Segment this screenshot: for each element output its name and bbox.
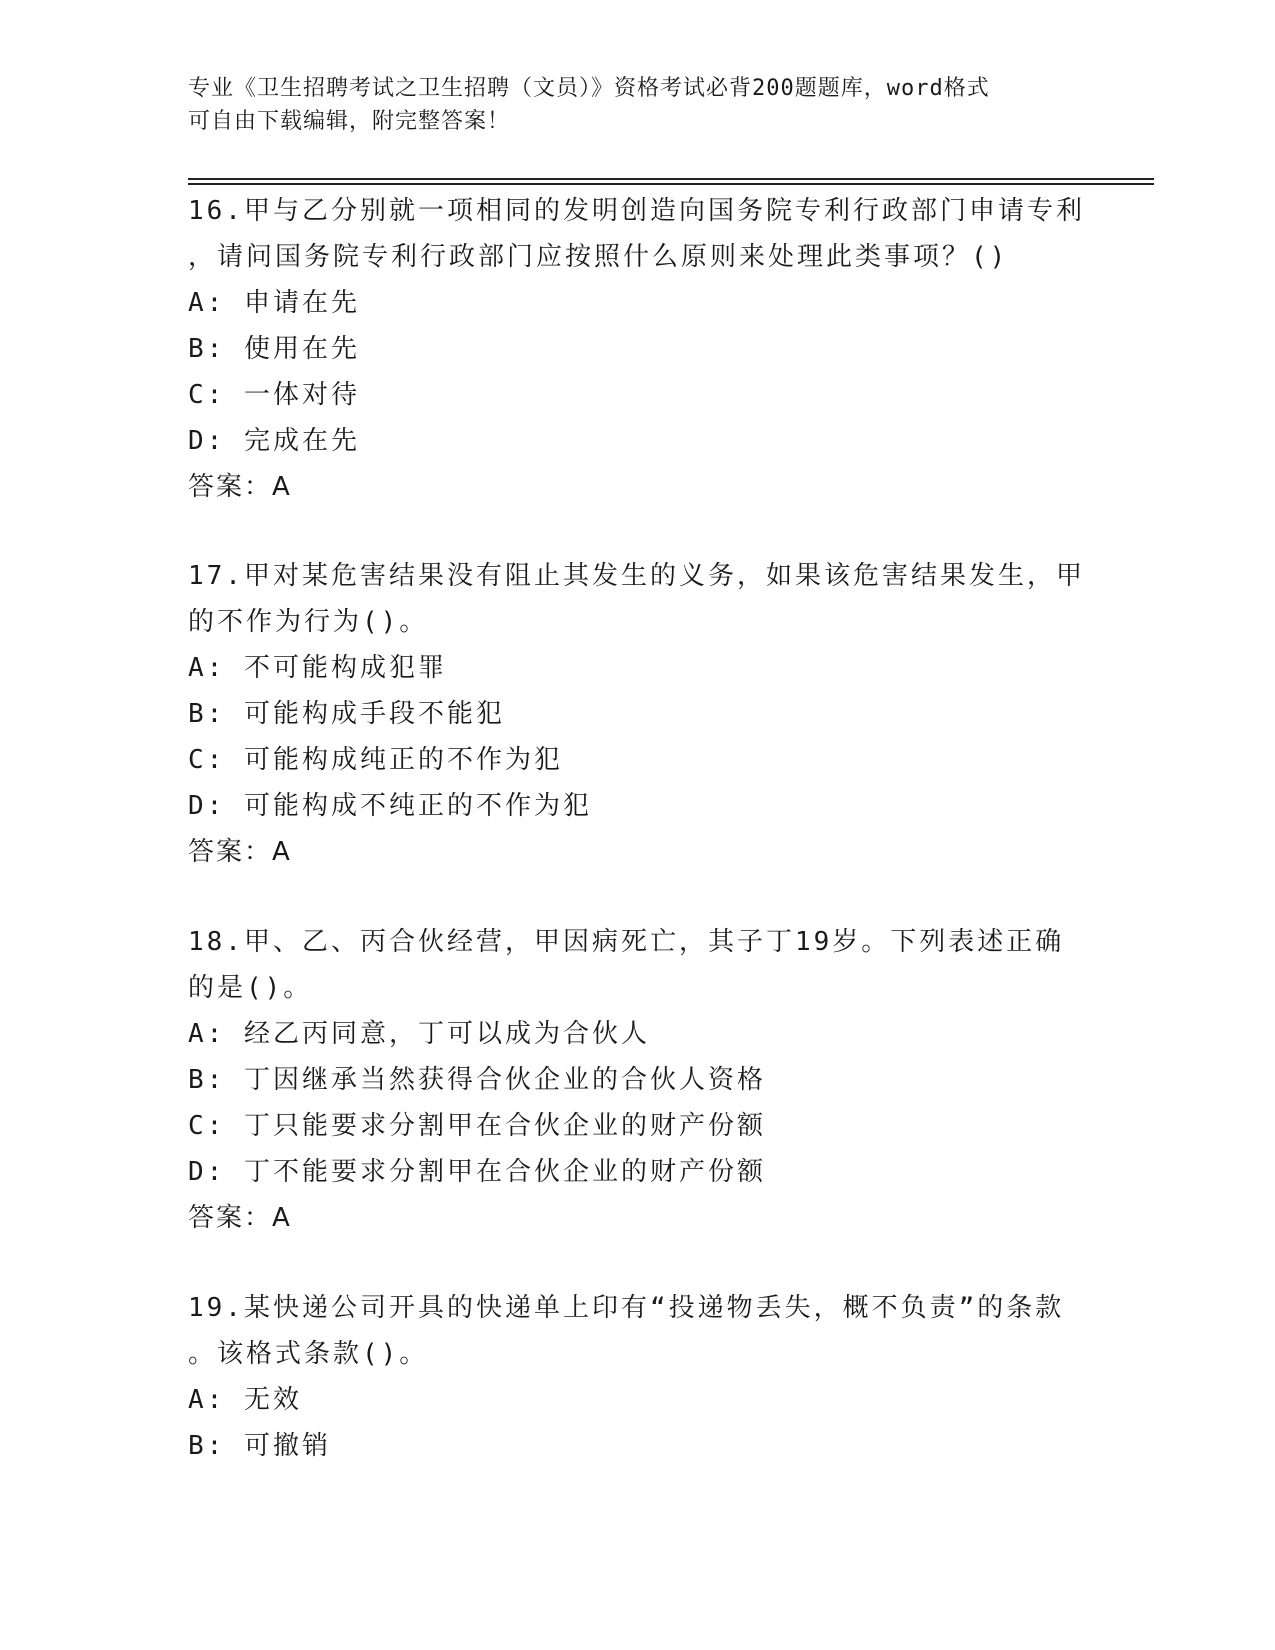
question-stem-line-1: 19.某快递公司开具的快递单上印有“投递物丢失，概不负责”的条款 — [188, 1293, 1065, 1323]
answer: 答案：A — [188, 837, 292, 867]
option-a: A: 申请在先 — [188, 288, 360, 318]
option-d: D: 可能构成不纯正的不作为犯 — [188, 791, 592, 821]
answer: 答案：A — [188, 1203, 292, 1233]
option-a: A: 不可能构成犯罪 — [188, 653, 447, 683]
option-c: C: 可能构成纯正的不作为犯 — [188, 745, 563, 775]
option-b: B: 使用在先 — [188, 334, 360, 364]
question-17 — [188, 553, 1108, 875]
document-header — [188, 72, 1068, 138]
question-19 — [188, 1285, 1108, 1469]
option-d: D: 丁不能要求分割甲在合伙企业的财产份额 — [188, 1157, 766, 1187]
option-c: C: 丁只能要求分割甲在合伙企业的财产份额 — [188, 1111, 766, 1141]
header-line-2: 可自由下载编辑，附完整答案！ — [188, 109, 511, 134]
option-b: B: 可撤销 — [188, 1431, 331, 1461]
option-c: C: 一体对待 — [188, 380, 360, 410]
option-b: B: 丁因继承当然获得合伙企业的合伙人资格 — [188, 1065, 766, 1095]
question-stem-line-2: ，请问国务院专利行政部门应按照什么原则来处理此类事项？() — [188, 242, 1009, 272]
question-16 — [188, 188, 1108, 510]
question-18 — [188, 919, 1108, 1241]
option-a: A: 经乙丙同意，丁可以成为合伙人 — [188, 1019, 650, 1049]
option-d: D: 完成在先 — [188, 426, 360, 456]
question-stem-line-1: 16.甲与乙分别就一项相同的发明创造向国务院专利行政部门申请专利 — [188, 196, 1085, 226]
answer: 答案：A — [188, 472, 292, 502]
option-a: A: 无效 — [188, 1385, 302, 1415]
header-line-1: 专业《卫生招聘考试之卫生招聘（文员）》资格考试必背200题题库，word格式 — [188, 76, 990, 101]
question-stem-line-2: 的是()。 — [188, 973, 313, 1003]
question-stem-line-1: 18.甲、乙、丙合伙经营，甲因病死亡，其子丁19岁。下列表述正确 — [188, 927, 1065, 957]
question-stem-line-2: 的不作为行为()。 — [188, 607, 429, 637]
header-divider-top — [188, 178, 1154, 180]
header-divider-bottom — [188, 183, 1154, 185]
question-stem-line-1: 17.甲对某危害结果没有阻止其发生的义务，如果该危害结果发生，甲 — [188, 561, 1085, 591]
question-stem-line-2: 。该格式条款()。 — [188, 1339, 429, 1369]
option-b: B: 可能构成手段不能犯 — [188, 699, 505, 729]
